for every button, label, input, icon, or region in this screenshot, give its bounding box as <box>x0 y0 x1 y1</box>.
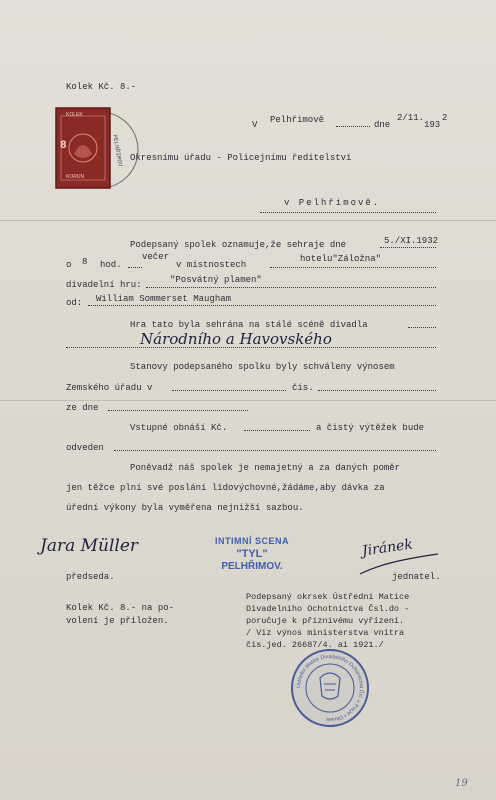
ensemble-stamp-line2: "TYL" <box>236 548 268 560</box>
secretary-signature: Jiránek <box>361 536 414 560</box>
request-para-3: úřední výkony byla vyměřena nejnižší sazbou. <box>66 503 304 513</box>
footer-fee-note-1: Kolek Kč. 8.- na po- <box>66 603 175 613</box>
fill-dots <box>244 430 310 431</box>
chair-label: předseda. <box>66 572 115 582</box>
author-name: William Sommerset Maugham <box>96 294 232 304</box>
fill-dots <box>114 450 436 451</box>
delivered-label: odveden <box>66 443 104 453</box>
performance-date: 5./XI.1932 <box>384 236 439 246</box>
announcement-line: Podepsaný spolek oznamuje,že sehraje dne <box>130 240 347 250</box>
number-label: čís. <box>292 383 314 393</box>
approval-line: Stanovy podepsaného spolku byly schváleny výnosem <box>130 362 395 372</box>
archive-number: 19 <box>455 778 468 789</box>
ensemble-stamp-line3: PELHŘIMOV. <box>221 561 283 572</box>
fill-dots <box>270 267 436 268</box>
request-para-2: jen těžce plní své poslání lidovýchovné,žádáme,aby dávka za <box>66 483 385 493</box>
footer-recommendation-2: Divadelního Ochotnictva Čsl.do - <box>246 604 410 614</box>
fill-dots <box>380 247 436 248</box>
footer-recommendation-3: poručuje k příznivému vyřízení. <box>246 616 405 626</box>
date-line: ze dne <box>66 403 99 413</box>
revenue-stamp-unit: KORUN <box>66 174 85 180</box>
footer-fee-note-2: volení je přiložen. <box>66 616 169 626</box>
time-prefix: o <box>66 260 72 270</box>
recipient-office: Okresnímu úřadu - Policejnímu ředitelství <box>130 153 352 163</box>
secretary-label: jednatel. <box>392 572 441 582</box>
evening-label: večer <box>142 252 170 262</box>
theatre-handwritten: Národního a Havovského <box>140 330 332 348</box>
chair-signature: Jara Müller <box>40 536 139 556</box>
stage-line: Hra tato byla sehrána na stálé scéně divadla <box>130 320 368 330</box>
year-suffix: 2 <box>442 113 448 123</box>
ensemble-stamp-line1: INTIMNÍ SCENA <box>215 536 289 546</box>
fill-dots <box>336 126 370 127</box>
recipient-city: v Pelhřimově. <box>284 198 381 208</box>
footer-recommendation-1: Podepsaný okrsek Ústřední Matice <box>246 592 410 602</box>
office-line: Zemského úřadu v <box>66 383 153 393</box>
play-label: divadelní hru: <box>66 280 142 290</box>
revenue-stamp-top: KOLEK <box>66 112 83 118</box>
venue-name: hotelu"Záložna" <box>300 254 382 264</box>
round-stamp <box>290 648 370 728</box>
year-prefix: 193 <box>424 120 441 130</box>
profit-line: a čistý výtěžek bude <box>316 423 425 433</box>
author-label: od: <box>66 298 83 308</box>
admission-line: Vstupné obnáší Kč. <box>130 423 228 433</box>
date-value: 2/11. <box>397 113 425 123</box>
revenue-stamp-cancel: PELHŘIMOV <box>111 134 124 168</box>
date-label: dne <box>374 120 391 130</box>
fill-dots <box>146 287 436 288</box>
fill-dots <box>128 267 142 268</box>
fill-dots <box>318 390 436 391</box>
play-title: "Posvátný plamen" <box>170 275 262 285</box>
footer-recommendation-5: čís.jed. 26687/4. ai 1921./ <box>246 640 384 650</box>
fill-dots <box>108 410 248 411</box>
fill-dots <box>88 305 436 306</box>
paper-fold <box>0 400 496 401</box>
place-name: Pelhřimově <box>270 115 325 125</box>
performance-hour: 8 <box>82 257 88 267</box>
request-para-1: Poněvadž náš spolek je nemajetný a za daných poměr <box>130 463 401 473</box>
fee-label: Kolek Kč. 8.- <box>66 82 137 92</box>
paper-fold <box>0 220 496 221</box>
place-prefix: V <box>252 120 258 130</box>
fill-dots <box>408 327 436 328</box>
round-stamp-ring-text: Ústřední Matice Divadelního Ochotnictva Čsl. v Praze • Okrsek <box>295 653 365 723</box>
footer-recommendation-4: / Viz výnos ministerstva vnitra <box>246 628 405 638</box>
fill-dots <box>260 212 436 213</box>
hour-label: hod. <box>100 260 122 270</box>
revenue-stamp <box>52 104 124 186</box>
revenue-stamp-value: 8 <box>60 140 67 152</box>
venue-label: v místnostech <box>176 260 247 270</box>
fill-dots <box>172 390 286 391</box>
